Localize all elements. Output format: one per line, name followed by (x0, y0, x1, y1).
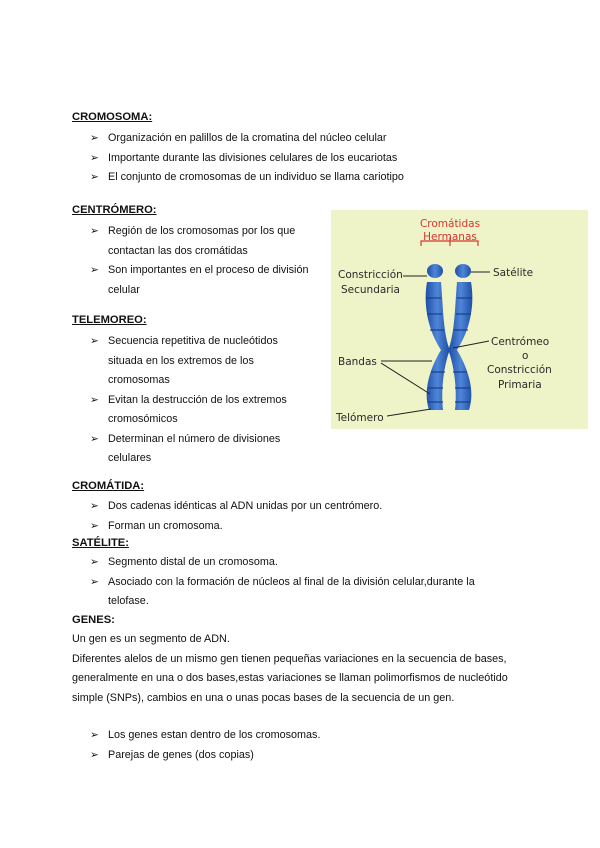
label-telomero: Telómero (336, 412, 384, 424)
bullet-icon: ➢ (90, 500, 99, 512)
chromatid-left (426, 282, 449, 410)
list-item: ➢ Son importantes en el proceso de división celular (72, 261, 312, 300)
label-centromero-3: Constricción (487, 364, 552, 376)
telomero-heading: TELEMOREO: (72, 314, 147, 326)
list-item: ➢ Asociado con la formación de núcleos al final de la división celular,durante la telofase. (72, 573, 512, 612)
genes-heading: GENES: (72, 614, 115, 626)
bullet-icon: ➢ (90, 729, 99, 741)
label-centromero-2: o (522, 350, 529, 362)
chromosome-figure (331, 210, 588, 429)
genes-paragraph-2: Diferentes alelos de un mismo gen tienen pequeñas variaciones en la secuencia de bases, generalmente en una o dos bases,estas variaciones se llaman polimorfismos de nucleótido simple (SNPs), cambios en una o unas pocas bases de la secuencia de un gen. (72, 652, 508, 704)
genes-paragraph-1: Un gen es un segmento de ADN. (72, 633, 230, 645)
bullet-icon: ➢ (90, 151, 99, 164)
bullet-icon: ➢ (90, 225, 99, 237)
satelite-section (72, 536, 512, 612)
bullet-icon: ➢ (90, 432, 99, 445)
satellite-right (455, 264, 471, 278)
bullet-icon: ➢ (90, 556, 99, 568)
bullet-icon: ➢ (90, 335, 99, 347)
label-bandas: Bandas (338, 356, 377, 368)
label-centromero-4: Primaria (498, 379, 542, 391)
satelite-heading: SATÉLITE: (72, 537, 129, 549)
bullet-icon: ➢ (90, 132, 99, 144)
bullet-icon: ➢ (90, 575, 99, 588)
label-constriccion-sec-1: Constricción (338, 269, 403, 281)
list-item: ➢ Los genes estan dentro de los cromosomas. (72, 726, 532, 746)
list-item: ➢ Segmento distal de un cromosoma. (72, 553, 512, 573)
bullet-icon: ➢ (90, 264, 99, 276)
genes-section (72, 613, 532, 765)
list-item: ➢ Determinan el número de divisiones celulares (72, 430, 312, 469)
list-item: ➢ Parejas de genes (dos copias) (72, 746, 532, 766)
satellite-left (427, 264, 443, 278)
bullet-icon: ➢ (90, 393, 99, 406)
label-constriccion-sec-2: Secundaria (341, 284, 400, 296)
list-item: ➢ Organización en palillos de la cromatina del núcleo celular (72, 129, 404, 149)
bullet-icon: ➢ (90, 171, 99, 183)
centromero-section (72, 203, 312, 300)
label-centromero-1: Centrómeo (491, 336, 550, 348)
centromero-heading: CENTRÓMERO: (72, 204, 157, 216)
cromosoma-section (72, 110, 404, 188)
list-item: ➢ Importante durante las divisiones celulares de los eucariotas (72, 149, 404, 169)
list-item: ➢ Secuencia repetitiva de nucleótidos situada en los extremos de los cromosomas (72, 332, 312, 391)
bullet-icon: ➢ (90, 748, 99, 761)
list-item: ➢ El conjunto de cromosomas de un individuo se llama cariotipo (72, 168, 404, 188)
list-item: ➢ Dos cadenas idénticas al ADN unidas por un centrómero. (72, 497, 382, 517)
label-satelite: Satélite (493, 267, 534, 279)
telomero-section (72, 313, 312, 469)
chromosome-diagram (331, 210, 588, 429)
cromosoma-heading: CROMOSOMA: (72, 111, 153, 123)
label-cromatidas: Cromátidas (419, 218, 481, 230)
cromatida-section (72, 479, 382, 536)
label-hermanas: Hermanas (423, 231, 477, 243)
list-item: ➢ Evitan la destrucción de los extremos cromosómicos (72, 391, 312, 430)
list-item: ➢ Forman un cromosoma. (72, 517, 382, 537)
bullet-icon: ➢ (90, 519, 99, 532)
list-item: ➢ Región de los cromosomas por los que contactan las dos cromátidas (72, 222, 312, 261)
cromatida-heading: CROMÁTIDA: (72, 480, 145, 492)
